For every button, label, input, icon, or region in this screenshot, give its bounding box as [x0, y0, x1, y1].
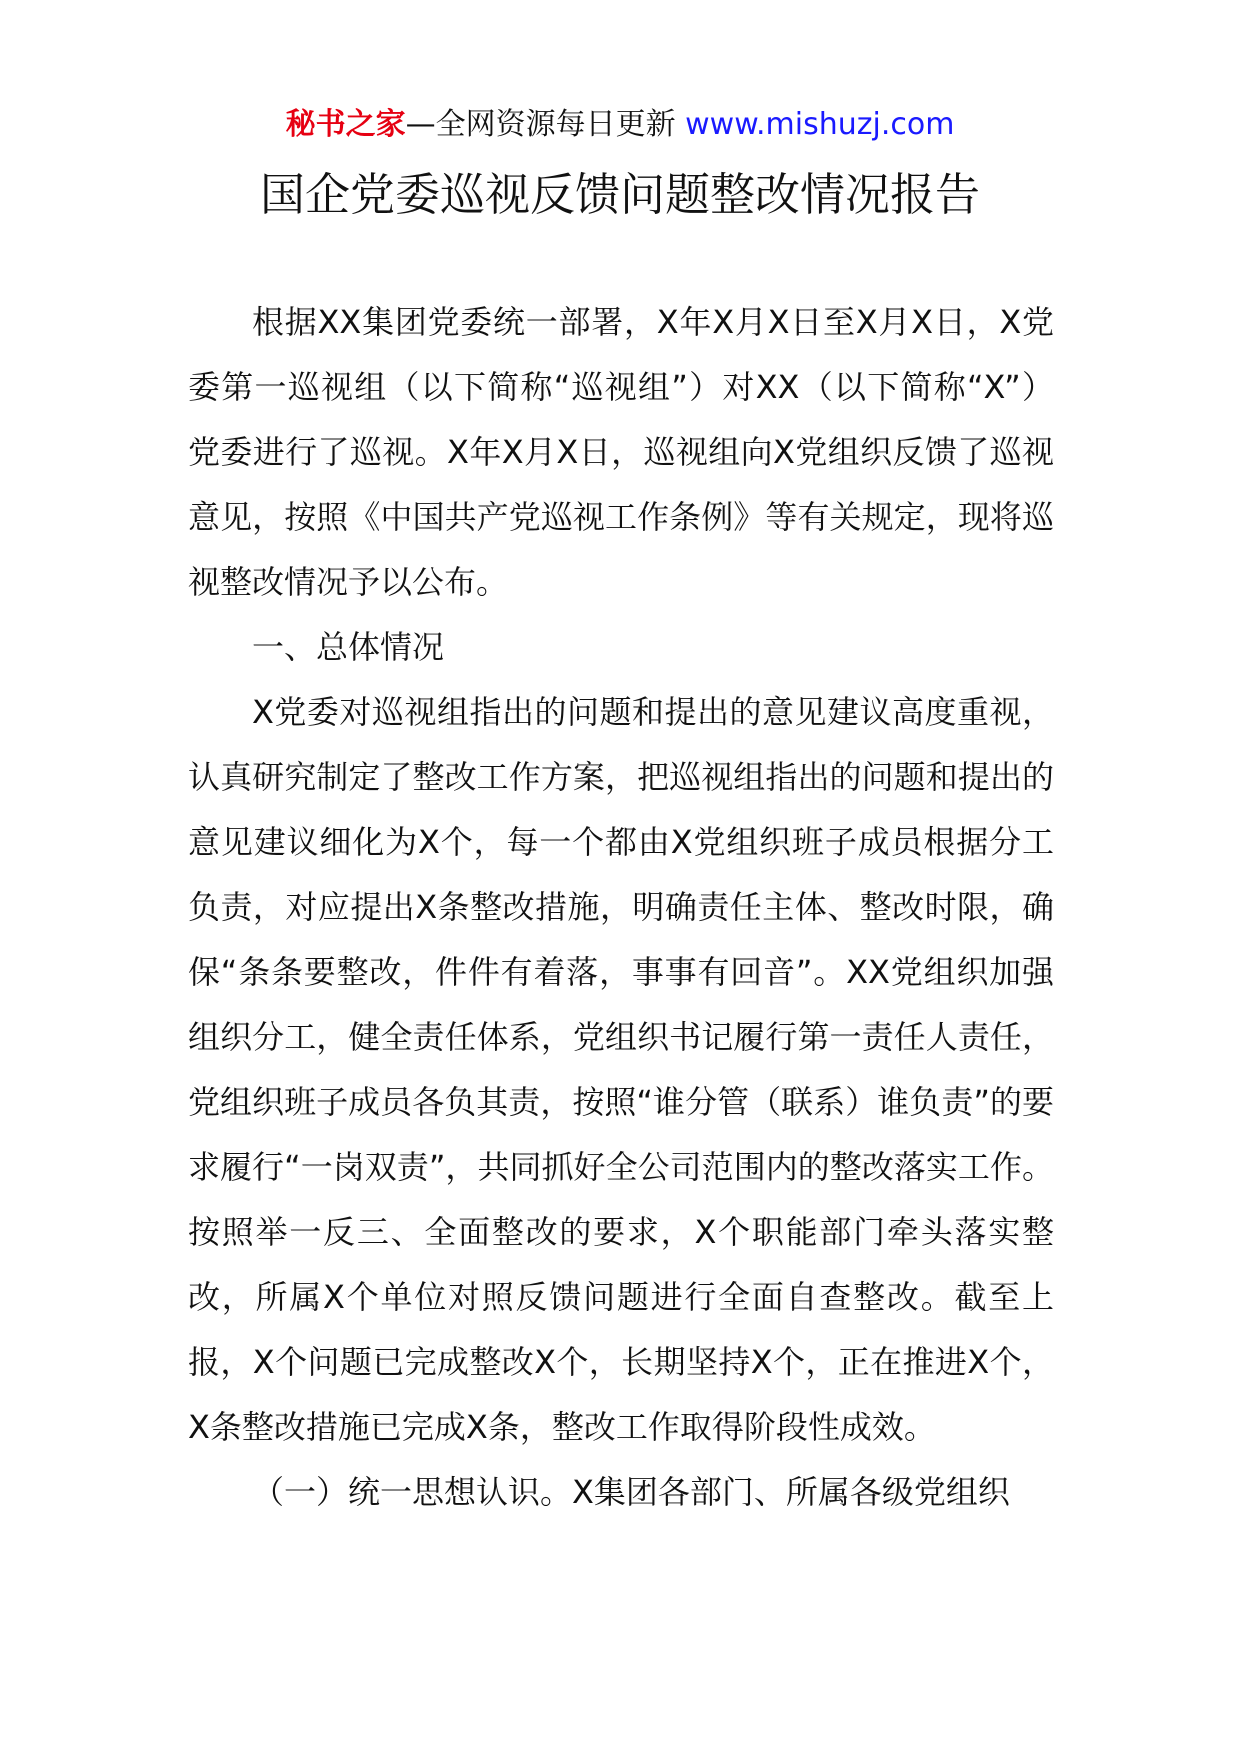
paragraph-subsection-1: （一）统一思想认识。X集团各部门、所属各级党组织 — [252, 1473, 1010, 1511]
paragraph-overview: X党委对巡视组指出的问题和提出的意见建议高度重视，认真研究制定了整改工作方案，把巡视组指出的问题和提出的意见建议细化为X个，每一个都由X党组织班子成员根据分工负责，对应提出X条整改措施，明确责任主体、整改时限，确保“条条要整改，件件有着落，事事有回音”。XX党组织加强组织分工，健全责任体系，党组织书记履行第一责任人责任，党组织班子成员各负其责，按照“谁分管（联系）谁负责”的要求履行“一岗双责”，共同抓好全公司范围内的整改落实工作。按照举一反三、全面整改的要求，X个职能部门牵头落实整改，所属X个单位对照反馈问题进行全面自查整改。截至上报，X个问题已完成整改X个，长期坚持X个，正在推进X个，X条整改措施已完成X条，整改工作取得阶段性成效。 — [188, 693, 1054, 1446]
site-url-link[interactable]: www.mishuzj.com — [685, 107, 955, 142]
site-header — [0, 102, 1240, 148]
document-title: 国企党委巡视反馈问题整改情况报告 — [259, 168, 980, 221]
section-heading-overview: 一、总体情况 — [252, 628, 445, 666]
paragraph-intro: 根据XX集团党委统一部署，X年X月X日至X月X日，X党委第一巡视组（以下简称“巡视组”）对XX（以下简称“X”）党委进行了巡视。X年X月X日，巡视组向X党组织反馈了巡视意见，按照《中国共产党巡视工作条例》等有关规定，现将巡视整改情况予以公布。 — [188, 303, 1054, 601]
brand-name: 秘书之家 — [285, 107, 406, 142]
header-tagline: —全网资源每日更新 — [405, 107, 676, 142]
document-body — [188, 290, 1054, 1525]
